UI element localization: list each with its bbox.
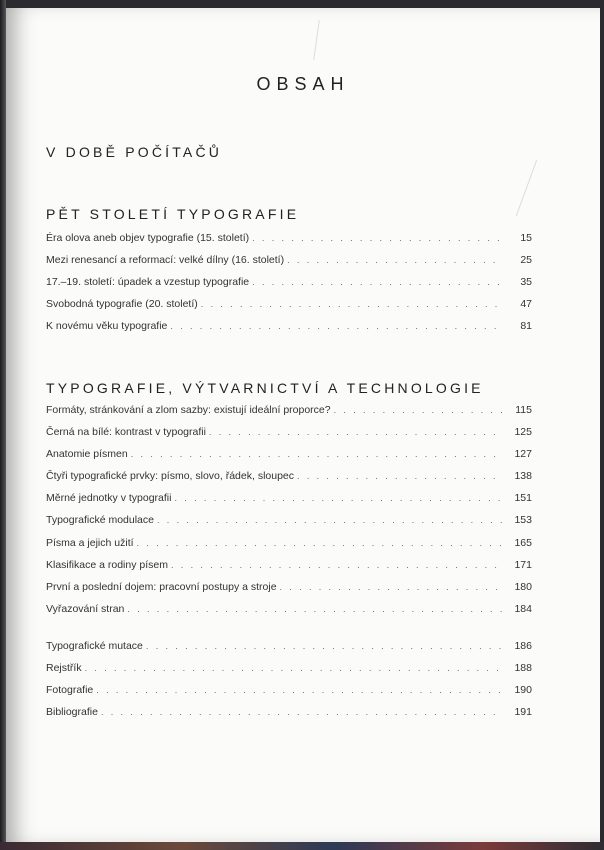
book-page	[6, 8, 600, 842]
toc-entry-label: Čtyři typografické prvky: písmo, slovo, řádek, sloupec	[46, 470, 295, 483]
toc-entry[interactable]	[46, 470, 532, 492]
toc-entry-page: 190	[514, 684, 532, 697]
section-heading-typografie-vytvarnictvi: TYPOGRAFIE, VÝTVARNICTVÍ A TECHNOLOGIE	[46, 380, 484, 396]
toc-entry-label: 17.–19. století: úpadek a vzestup typografie	[46, 276, 250, 289]
toc-entry[interactable]	[46, 603, 532, 625]
toc-entry[interactable]	[46, 514, 532, 536]
toc-entry-page: 138	[514, 470, 532, 483]
toc-entry-label: Rejstřík	[46, 662, 82, 675]
dot-leader	[287, 255, 502, 265]
toc-entry[interactable]	[46, 254, 532, 276]
toc-entry-label: Éra olova aneb objev typografie (15. století)	[46, 232, 250, 244]
paper-scuff	[313, 20, 320, 60]
toc-entry[interactable]	[46, 640, 532, 662]
toc-entry[interactable]	[46, 320, 532, 342]
toc-entry-page: 191	[514, 706, 532, 719]
toc-entry-page: 127	[514, 448, 532, 461]
dot-leader	[146, 641, 502, 651]
toc-entry-label: Černá na bílé: kontrast v typografii	[46, 426, 206, 439]
dot-leader	[280, 582, 502, 592]
toc-entry[interactable]	[46, 662, 532, 684]
toc-entry[interactable]	[46, 559, 532, 581]
toc-entry-label: První a poslední dojem: pracovní postupy a stroje	[46, 580, 277, 593]
section-heading-pet-stoleti: PĚT STOLETÍ TYPOGRAFIE	[46, 206, 300, 222]
toc-entry[interactable]	[46, 426, 532, 448]
toc-entry-page: 165	[514, 536, 532, 549]
toc-entry[interactable]	[46, 706, 532, 728]
toc-entry[interactable]	[46, 581, 532, 603]
section-heading-v-dobe-pocitacu: V DOBĚ POČÍTAČŮ	[46, 144, 223, 160]
dot-leader	[334, 405, 502, 415]
toc-entry-label: Měrné jednotky v typografii	[46, 492, 172, 505]
toc-entry-label: Fotografie	[46, 684, 94, 697]
toc-entry-label: Bibliografie	[46, 706, 98, 719]
toc-entry-label: K novému věku typografie	[46, 320, 168, 333]
dot-leader	[297, 471, 502, 481]
toc-entry-label: Svobodná typografie (20. století)	[46, 298, 198, 311]
toc-entry[interactable]	[46, 448, 532, 470]
toc-entry-label: Typografické modulace	[46, 514, 154, 527]
dot-leader	[252, 277, 502, 287]
dot-leader	[171, 560, 502, 570]
toc-entry-page: 151	[514, 492, 532, 505]
dot-leader	[252, 233, 502, 243]
toc-entry-label: Typografické mutace	[46, 640, 143, 652]
toc-entry-page: 25	[520, 254, 532, 267]
toc-entry-page: 35	[520, 276, 532, 289]
toc-entry[interactable]	[46, 492, 532, 514]
toc-entry-page: 125	[514, 426, 532, 439]
dot-leader	[174, 493, 502, 503]
toc-entry[interactable]	[46, 232, 532, 254]
toc-entry-page: 188	[514, 662, 532, 675]
toc-entry-page: 180	[514, 580, 532, 593]
toc-entry-label: Písma a jejich užití	[46, 536, 134, 549]
dot-leader	[85, 663, 502, 673]
toc-list-pet-stoleti	[46, 232, 532, 342]
dot-leader	[170, 321, 502, 331]
page-title: OBSAH	[256, 74, 350, 94]
toc-entry-page: 153	[514, 514, 532, 527]
toc-entry-page: 15	[520, 232, 532, 244]
toc-entry-page: 81	[520, 320, 532, 333]
dot-leader	[101, 707, 502, 717]
dot-leader	[131, 449, 502, 459]
toc-entry[interactable]	[46, 298, 532, 320]
book-bottom-edge	[0, 842, 604, 850]
toc-entry-label: Vyřazování stran	[46, 602, 125, 615]
toc-entry-label: Formáty, stránkování a zlom sazby: existují ideální proporce?	[46, 404, 331, 416]
toc-entry-page: 115	[515, 404, 532, 416]
toc-list-appendix	[46, 640, 532, 728]
toc-list-typografie-vytvarnictvi	[46, 404, 532, 625]
dot-leader	[157, 515, 502, 525]
toc-entry-page: 184	[514, 602, 532, 615]
toc-entry[interactable]	[46, 684, 532, 706]
dot-leader	[201, 299, 502, 309]
toc-entry[interactable]	[46, 276, 532, 298]
toc-entry-page: 186	[514, 640, 532, 652]
dot-leader	[137, 538, 502, 548]
toc-entry-page: 171	[514, 558, 532, 571]
toc-entry-page: 47	[520, 298, 532, 311]
dot-leader	[209, 427, 502, 437]
paper-scuff	[516, 160, 537, 217]
dot-leader	[127, 604, 502, 614]
toc-entry-label: Anatomie písmen	[46, 448, 128, 461]
dot-leader	[96, 685, 502, 695]
toc-entry[interactable]	[46, 537, 532, 559]
toc-entry-label: Klasifikace a rodiny písem	[46, 558, 168, 571]
toc-entry-label: Mezi renesancí a reformací: velké dílny (16. století)	[46, 254, 285, 267]
toc-entry[interactable]	[46, 404, 532, 426]
